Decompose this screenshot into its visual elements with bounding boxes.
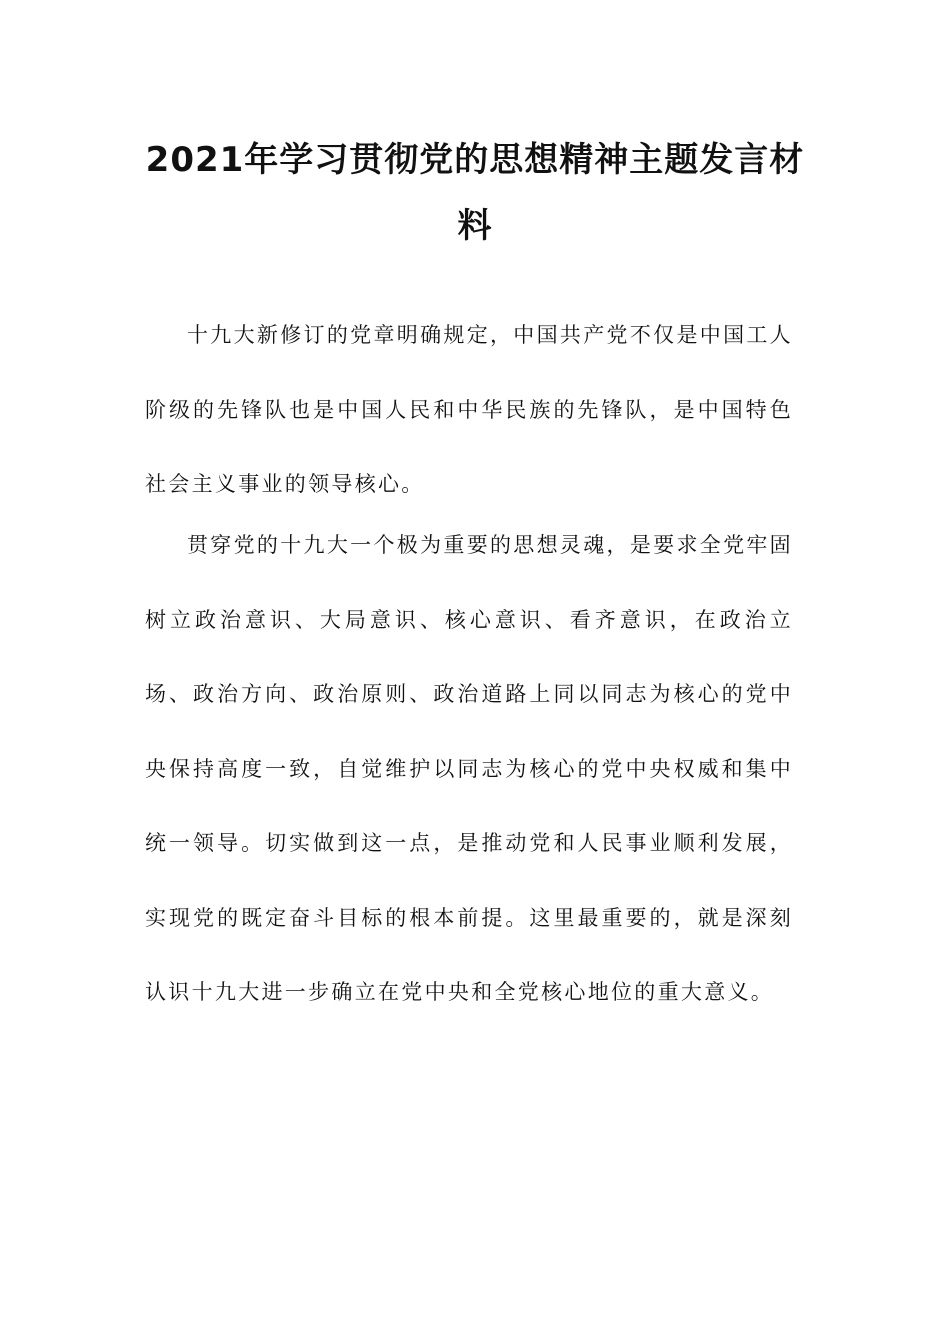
paragraph-1: 十九大新修订的党章明确规定，中国共产党不仅是中国工人阶级的先锋队也是中国人民和中华民族的先锋队，是中国特色社会主义事业的领导核心。	[145, 323, 793, 496]
paragraph-2: 贯穿党的十九大一个极为重要的思想灵魂，是要求全党牢固树立政治意识、大局意识、核心意识、看齐意识，在政治立场、政治方向、政治原则、政治道路上同以同志为核心的党中央保持高度一致，自觉维护以同志为核心的党中央权威和集中统一领导。切实做到这一点，是推动党和人民事业顺利发展，实现党的既定奋斗目标的根本前提。这里最重要的，就是深刻认识十九大进一步确立在党中央和全党核心地位的重大意义。	[145, 533, 793, 1004]
document-title: 2021年学习贯彻党的思想精神主题发言材料	[145, 140, 805, 246]
